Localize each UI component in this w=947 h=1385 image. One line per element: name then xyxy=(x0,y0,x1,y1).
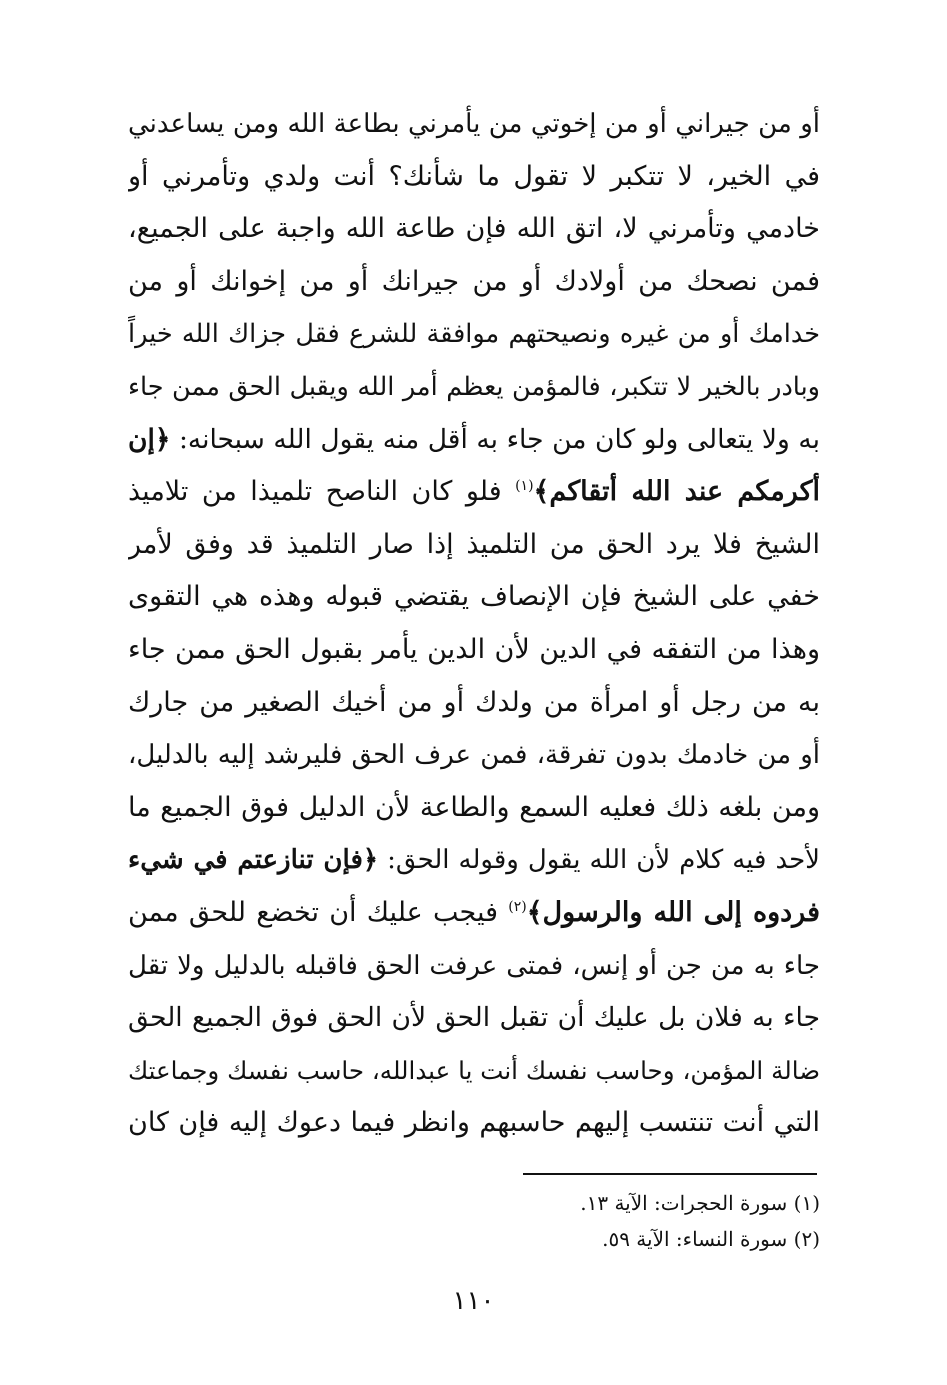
text-segment: خدامك أو من غيره ونصيحتهم موافقة للشرع فقل جزاك الله خيراً xyxy=(128,319,820,350)
text-segment: فيجب عليك أن تخضع للحق ممن xyxy=(128,896,509,928)
footnotes xyxy=(480,1185,820,1257)
text-line xyxy=(128,308,820,361)
body-text xyxy=(128,98,820,1150)
footnote-marker: (٢) xyxy=(508,898,527,915)
text-line xyxy=(128,1097,820,1150)
text-segment: جاء به فلان بل عليك أن تقبل الحق لأن الحق فوق الجميع الحق xyxy=(128,1002,820,1034)
footnote-separator xyxy=(523,1173,817,1175)
text-segment: وبادر بالخير لا تتكبر، فالمؤمن يعظم أمر الله ويقبل الحق ممن جاء xyxy=(128,371,820,402)
text-line xyxy=(128,151,820,204)
quran-verse: ﴿إن xyxy=(128,423,171,455)
text-line xyxy=(128,256,820,309)
text-segment: ومن بلغه ذلك فعليه السمع والطاعة لأن الدليل فوق الجميع ما xyxy=(128,791,820,823)
text-line xyxy=(128,466,820,519)
text-line xyxy=(128,624,820,677)
text-line xyxy=(128,361,820,414)
text-line xyxy=(128,203,820,256)
text-segment: في الخير، لا تتكبر لا تقول ما شأنك؟ أنت ولدي وتأمرني أو xyxy=(128,160,820,192)
quran-verse: أكرمكم عند الله أتقاكم﴾ xyxy=(533,476,820,508)
text-segment: أو من خادمك بدون تفرقة، فمن عرف الحق فليرشد إليه بالدليل، xyxy=(128,740,820,771)
text-segment: التي أنت تنتسب إليهم حاسبهم وانظر فيما دعوك إليه فإن كان xyxy=(128,1107,820,1139)
quran-verse: فردوه إلى الله والرسول﴾ xyxy=(526,896,820,928)
text-line xyxy=(128,98,820,151)
text-segment: الشيخ فلا يرد الحق من التلميذ إذا صار التلميذ قد وفق لأمر xyxy=(128,528,820,560)
text-segment: به ولا يتعالى ولو كان من جاء به أقل منه يقول الله سبحانه: xyxy=(170,423,820,455)
text-segment: به من رجل أو امرأة من ولدك أو من أخيك الصغير من جارك xyxy=(128,686,820,718)
text-segment: لأحد فيه كلام لأن الله يقول وقوله الحق: xyxy=(378,845,820,876)
text-segment: ضالة المؤمن، وحاسب نفسك أنت يا عبدالله، حاسب نفسك وجماعتك xyxy=(128,1055,820,1085)
text-segment: فمن نصحك من أولادك أو من جيرانك أو من إخوانك أو من xyxy=(128,265,820,297)
text-segment: وهذا من التفقه في الدين لأن الدين يأمر بقبول الحق ممن جاء xyxy=(128,633,820,665)
page-number: ١١٠ xyxy=(452,1286,495,1316)
text-segment: خفي على الشيخ فإن الإنصاف يقتضي قبوله وهذه هي التقوى xyxy=(128,581,820,613)
quran-verse: ﴿فإن تنازعتم في شيء xyxy=(128,845,379,876)
text-line xyxy=(128,940,820,993)
footnote-marker: (١) xyxy=(515,478,534,495)
text-line xyxy=(128,677,820,730)
text-line xyxy=(128,834,820,887)
text-segment: خادمي وتأمرني لا، اتق الله فإن طاعة الله واجبة على الجميع، xyxy=(128,213,820,245)
text-segment: أو من جيراني أو من إخوتي من يأمرني بطاعة الله ومن يساعدني xyxy=(128,109,820,139)
text-line xyxy=(128,729,820,782)
footnote-1: (١) سورة الحجرات: الآية ١٣. xyxy=(580,1191,820,1215)
text-line xyxy=(128,782,820,835)
text-line xyxy=(128,519,820,572)
footnote-2: (٢) سورة النساء: الآية ٥٩. xyxy=(602,1227,820,1251)
text-line xyxy=(128,992,820,1045)
text-line xyxy=(128,414,820,467)
text-line xyxy=(128,1045,820,1098)
text-line xyxy=(128,887,820,940)
text-segment: فلو كان الناصح تلميذا من تلاميذ xyxy=(128,476,516,508)
text-segment: جاء به من جن أو إنس، فمتى عرفت الحق فاقبله بالدليل ولا تقل xyxy=(128,950,820,981)
text-line xyxy=(128,571,820,624)
